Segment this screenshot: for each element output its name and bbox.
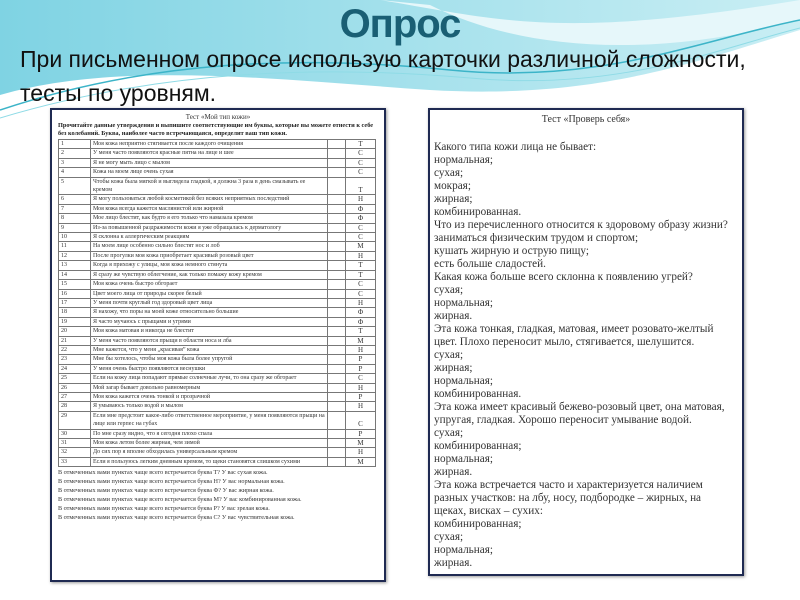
row-number: 13 bbox=[59, 261, 91, 270]
row-letter: С bbox=[346, 411, 376, 429]
row-letter: М bbox=[346, 457, 376, 466]
row-statement: Если мне предстоит какое-либо ответственное мероприятие, у меня появляются прыщи на лице или герпес на губах bbox=[91, 411, 328, 429]
row-number: 23 bbox=[59, 355, 91, 364]
row-blank bbox=[328, 214, 346, 223]
table-row bbox=[59, 364, 376, 373]
table-row bbox=[59, 336, 376, 345]
table-row bbox=[59, 439, 376, 448]
table-row bbox=[59, 308, 376, 317]
row-blank bbox=[328, 317, 346, 326]
row-number: 2 bbox=[59, 149, 91, 158]
row-number: 18 bbox=[59, 308, 91, 317]
result-line: В отмеченных вами пунктах чаще всего встречается буква Н? У вас нормальная кожа. bbox=[58, 478, 285, 486]
row-statement: Я могу пользоваться любой косметикой без всяких неприятных последствий bbox=[91, 195, 328, 204]
row-blank bbox=[328, 242, 346, 251]
quiz-line: Что из перечисленного относится к здоровому образу жизни? bbox=[434, 219, 728, 231]
row-blank bbox=[328, 429, 346, 438]
row-statement: Мой загар бывает довольно равномерным bbox=[91, 383, 328, 392]
table-row bbox=[59, 177, 376, 195]
row-number: 24 bbox=[59, 364, 91, 373]
row-blank bbox=[328, 439, 346, 448]
row-letter: Ф bbox=[346, 317, 376, 326]
row-statement: Мое лицо блестит, как будто я его только что намазала кремом bbox=[91, 214, 328, 223]
row-statement: Я не могу мыть лицо с мылом bbox=[91, 158, 328, 167]
table-row bbox=[59, 448, 376, 457]
table-row bbox=[59, 233, 376, 242]
row-blank bbox=[328, 327, 346, 336]
table-row bbox=[59, 411, 376, 429]
row-blank bbox=[328, 364, 346, 373]
row-number: 19 bbox=[59, 317, 91, 326]
row-statement: У меня очень быстро появляются веснушки bbox=[91, 364, 328, 373]
row-letter: Р bbox=[346, 355, 376, 364]
row-blank bbox=[328, 383, 346, 392]
slide-title: Опрос bbox=[339, 2, 461, 46]
row-statement: На моем лице особенно сильно блестят нос и лоб bbox=[91, 242, 328, 251]
row-statement: Я склонна к аллергическим реакциям bbox=[91, 233, 328, 242]
row-letter: Т bbox=[346, 327, 376, 336]
row-statement: Чтобы кожа была мягкой и выглядела гладкой, я должна 3 раза в день смазывать ее кремом bbox=[91, 177, 328, 195]
quiz-line: нормальная; bbox=[434, 297, 493, 309]
quiz-line: сухая; bbox=[434, 427, 464, 439]
row-statement: По мне сразу видно, что я сегодня плохо спала bbox=[91, 429, 328, 438]
quiz-line: жирная; bbox=[434, 362, 473, 374]
result-line: В отмеченных вами пунктах чаще всего встречается буква С? У вас чувствительная кожа. bbox=[58, 514, 295, 522]
row-letter: М bbox=[346, 242, 376, 251]
row-statement: Кожа на моем лице очень сухая bbox=[91, 168, 328, 177]
row-number: 33 bbox=[59, 457, 91, 466]
quiz-line: жирная. bbox=[434, 310, 473, 322]
table-row bbox=[59, 195, 376, 204]
result-line: В отмеченных вами пунктах чаще всего встречается буква Ф? У вас жирная кожа. bbox=[58, 487, 274, 495]
questions-table bbox=[58, 139, 376, 467]
table-row bbox=[59, 261, 376, 270]
quiz-line: комбинированная; bbox=[434, 440, 522, 452]
table-row bbox=[59, 429, 376, 438]
row-letter: Н bbox=[346, 402, 376, 411]
row-blank bbox=[328, 158, 346, 167]
row-number: 12 bbox=[59, 251, 91, 260]
row-blank bbox=[328, 392, 346, 401]
row-number: 8 bbox=[59, 214, 91, 223]
card-title: Тест «Мой тип кожи» bbox=[185, 113, 251, 121]
row-letter: С bbox=[346, 158, 376, 167]
row-blank bbox=[328, 298, 346, 307]
row-letter: Ф bbox=[346, 308, 376, 317]
quiz-line: упругая, гладкая. Хорошо переносит умывание водой. bbox=[434, 414, 692, 426]
row-letter: С bbox=[346, 149, 376, 158]
table-row bbox=[59, 317, 376, 326]
row-statement: У меня часто появляются прыщи в области носа и лба bbox=[91, 336, 328, 345]
table-row bbox=[59, 280, 376, 289]
quiz-line: жирная. bbox=[434, 557, 473, 569]
row-blank bbox=[328, 402, 346, 411]
table-row bbox=[59, 223, 376, 232]
row-blank bbox=[328, 177, 346, 195]
quiz-line: жирная. bbox=[434, 466, 473, 478]
row-letter: Ф bbox=[346, 204, 376, 213]
quiz-line: нормальная; bbox=[434, 375, 493, 387]
row-number: 3 bbox=[59, 158, 91, 167]
results-list bbox=[58, 468, 378, 522]
table-row bbox=[59, 392, 376, 401]
row-blank bbox=[328, 195, 346, 204]
table-row bbox=[59, 327, 376, 336]
row-statement: Моя кожа всегда кажется маслянистой или жирной bbox=[91, 204, 328, 213]
row-number: 7 bbox=[59, 204, 91, 213]
row-number: 17 bbox=[59, 298, 91, 307]
row-statement: У меня почти круглый год здоровый цвет лица bbox=[91, 298, 328, 307]
row-letter: Н bbox=[346, 195, 376, 204]
result-line: В отмеченных вами пунктах чаще всего встречается буква М? У вас комбинированная кожа. bbox=[58, 496, 302, 504]
table-row bbox=[59, 298, 376, 307]
row-letter: С bbox=[346, 168, 376, 177]
row-blank bbox=[328, 233, 346, 242]
table-row bbox=[59, 251, 376, 260]
table-row bbox=[59, 168, 376, 177]
row-statement: Мне бы хотелось, чтобы моя кожа была более упругой bbox=[91, 355, 328, 364]
row-letter: Т bbox=[346, 140, 376, 149]
row-letter: С bbox=[346, 280, 376, 289]
row-number: 28 bbox=[59, 402, 91, 411]
row-statement: Моя кожа матовая и никогда не блестит bbox=[91, 327, 328, 336]
row-letter: Р bbox=[346, 392, 376, 401]
quiz-line: есть больше сладостей. bbox=[434, 258, 546, 270]
quiz-line: щеках, висках – сухих: bbox=[434, 505, 543, 517]
row-blank bbox=[328, 289, 346, 298]
row-blank bbox=[328, 261, 346, 270]
row-statement: У меня часто появляются красные пятна на лице и шее bbox=[91, 149, 328, 158]
row-statement: Я сразу же чувствую облегчение, как только помажу кожу кремом bbox=[91, 270, 328, 279]
quiz-line: нормальная; bbox=[434, 453, 493, 465]
row-letter: Н bbox=[346, 345, 376, 354]
self-check-test-card bbox=[428, 108, 744, 576]
row-letter: Р bbox=[346, 364, 376, 373]
row-statement: После прогулки моя кожа приобретает красивый розовый цвет bbox=[91, 251, 328, 260]
row-number: 29 bbox=[59, 411, 91, 429]
row-letter: Т bbox=[346, 270, 376, 279]
row-statement: Моя кожа очень быстро обгорает bbox=[91, 280, 328, 289]
row-letter: Т bbox=[346, 177, 376, 195]
quiz-line: Какая кожа больше всего склонна к появлению угрей? bbox=[434, 271, 693, 283]
row-number: 1 bbox=[59, 140, 91, 149]
quiz-line: разных участков: на лбу, носу, подбородке – жирных, на bbox=[434, 492, 702, 504]
quiz-line: Какого типа кожи лица не бывает: bbox=[434, 141, 597, 153]
card-instruction: Прочитайте данные утверждения и выпишите соответствующие им буквы, которые вы можете отнести к себе без колебаний. Буква, наиболее часто встречающаяся, определит ваш тип кожи. bbox=[58, 122, 374, 137]
row-blank bbox=[328, 280, 346, 289]
result-line: В отмеченных вами пунктах чаще всего встречается буква Т? У вас сухая кожа. bbox=[58, 469, 268, 477]
row-blank bbox=[328, 270, 346, 279]
row-letter: С bbox=[346, 233, 376, 242]
row-letter: Н bbox=[346, 298, 376, 307]
table-row bbox=[59, 402, 376, 411]
row-letter: Т bbox=[346, 261, 376, 270]
row-blank bbox=[328, 204, 346, 213]
table-row bbox=[59, 214, 376, 223]
table-row bbox=[59, 242, 376, 251]
quiz-line: жирная; bbox=[434, 193, 473, 205]
table-row bbox=[59, 270, 376, 279]
row-number: 11 bbox=[59, 242, 91, 251]
row-number: 31 bbox=[59, 439, 91, 448]
quiz-line: нормальная; bbox=[434, 154, 493, 166]
row-statement: Из-за повышенной раздражимости кожи я уже обращалась к дерматологу bbox=[91, 223, 328, 232]
quiz-line: сухая; bbox=[434, 531, 464, 543]
table-row bbox=[59, 457, 376, 466]
row-number: 27 bbox=[59, 392, 91, 401]
row-letter: С bbox=[346, 223, 376, 232]
row-statement: Я умываюсь только водой и мылом bbox=[91, 402, 328, 411]
row-number: 15 bbox=[59, 280, 91, 289]
quiz-line: цвет. Плохо переносит мыло, стягивается, шелушится. bbox=[434, 336, 695, 348]
row-blank bbox=[328, 251, 346, 260]
row-letter: Н bbox=[346, 383, 376, 392]
table-row bbox=[59, 149, 376, 158]
row-letter: С bbox=[346, 374, 376, 383]
slide-subtitle: При письменном опросе использую карточки различной сложности, тесты по уровням. bbox=[20, 46, 746, 106]
row-statement: Мне кажется, что у меня „красивая” кожа bbox=[91, 345, 328, 354]
row-number: 4 bbox=[59, 168, 91, 177]
row-blank bbox=[328, 374, 346, 383]
row-number: 30 bbox=[59, 429, 91, 438]
row-blank bbox=[328, 223, 346, 232]
row-blank bbox=[328, 168, 346, 177]
row-blank bbox=[328, 457, 346, 466]
row-number: 22 bbox=[59, 345, 91, 354]
table-row bbox=[59, 383, 376, 392]
table-row bbox=[59, 289, 376, 298]
row-number: 21 bbox=[59, 336, 91, 345]
row-number: 20 bbox=[59, 327, 91, 336]
quiz-line: Эта кожа имеет красивый бежево-розовый цвет, она матовая, bbox=[434, 401, 725, 413]
row-statement: Моя кожа неприятно стягивается после каждого очищения bbox=[91, 140, 328, 149]
card-title: Тест «Проверь себя» bbox=[541, 114, 631, 125]
row-statement: Цвет моего лица от природы скорее белый bbox=[91, 289, 328, 298]
table-row bbox=[59, 345, 376, 354]
skin-type-test-card bbox=[50, 108, 386, 582]
quiz-lines bbox=[434, 141, 738, 570]
row-letter: М bbox=[346, 439, 376, 448]
result-line: В отмеченных вами пунктах чаще всего встречается буква Р? У вас зрелая кожа. bbox=[58, 505, 270, 513]
row-number: 9 bbox=[59, 223, 91, 232]
row-number: 16 bbox=[59, 289, 91, 298]
row-statement: Моя кожа кажется очень тонкой и прозрачной bbox=[91, 392, 328, 401]
quiz-line: сухая; bbox=[434, 349, 464, 361]
row-statement: Моя кожа летом более жирная, чем зимой bbox=[91, 439, 328, 448]
row-blank bbox=[328, 345, 346, 354]
quiz-line: комбинированная. bbox=[434, 206, 522, 218]
quiz-line: Эта кожа тонкая, гладкая, матовая, имеет розовато-желтый bbox=[434, 323, 714, 335]
row-blank bbox=[328, 140, 346, 149]
table-row bbox=[59, 140, 376, 149]
row-number: 26 bbox=[59, 383, 91, 392]
quiz-line: заниматься физическим трудом и спортом; bbox=[434, 232, 639, 244]
table-row bbox=[59, 355, 376, 364]
row-letter: С bbox=[346, 289, 376, 298]
row-blank bbox=[328, 448, 346, 457]
quiz-line: мокрая; bbox=[434, 180, 471, 192]
quiz-line: кушать жирную и острую пищу; bbox=[434, 245, 589, 257]
quiz-line: сухая; bbox=[434, 284, 464, 296]
row-statement: Когда я прихожу с улицы, моя кожа немного стянута bbox=[91, 261, 328, 270]
row-blank bbox=[328, 308, 346, 317]
row-statement: Если на кожу лица попадают прямые солнечные лучи, то она сразу же обгорает bbox=[91, 374, 328, 383]
quiz-line: сухая; bbox=[434, 167, 464, 179]
row-blank bbox=[328, 355, 346, 364]
quiz-line: Эта кожа встречается часто и характеризуется наличием bbox=[434, 479, 703, 491]
row-statement: Если я пользуюсь легким дневным кремом, то щеки становятся слишком сухими bbox=[91, 457, 328, 466]
table-row bbox=[59, 204, 376, 213]
row-statement: До сих пор я вполне обходилась универсальным кремом bbox=[91, 448, 328, 457]
row-number: 10 bbox=[59, 233, 91, 242]
table-row bbox=[59, 158, 376, 167]
row-number: 6 bbox=[59, 195, 91, 204]
row-statement: Я часто мучаюсь с прыщами и угрями bbox=[91, 317, 328, 326]
row-statement: Я нахожу, что поры на моей коже относительно большие bbox=[91, 308, 328, 317]
row-letter: Н bbox=[346, 448, 376, 457]
row-number: 14 bbox=[59, 270, 91, 279]
quiz-line: комбинированная; bbox=[434, 518, 522, 530]
quiz-line: нормальная; bbox=[434, 544, 493, 556]
row-letter: Н bbox=[346, 251, 376, 260]
row-blank bbox=[328, 411, 346, 429]
row-number: 5 bbox=[59, 177, 91, 195]
row-letter: Р bbox=[346, 429, 376, 438]
table-row bbox=[59, 374, 376, 383]
quiz-line: комбинированная. bbox=[434, 388, 522, 400]
row-number: 25 bbox=[59, 374, 91, 383]
row-blank bbox=[328, 149, 346, 158]
row-blank bbox=[328, 336, 346, 345]
row-number: 32 bbox=[59, 448, 91, 457]
row-letter: Ф bbox=[346, 214, 376, 223]
row-letter: М bbox=[346, 336, 376, 345]
